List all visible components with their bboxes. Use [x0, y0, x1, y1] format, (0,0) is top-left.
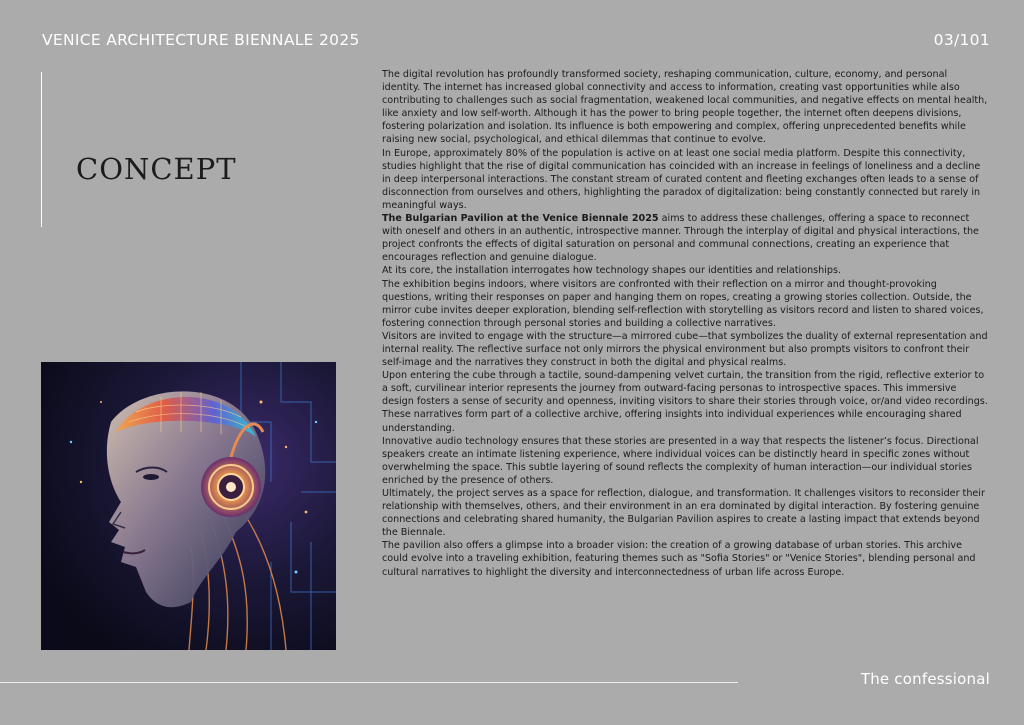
footer-label: The confessional — [860, 670, 990, 688]
paragraph: Upon entering the cube through a tactile, sound-dampening velvet curtain, the transition from the rigid, reflective exterior to a soft, curvilinear interior represents the journey from outward-facing personas to introspective spaces. This immersive design fosters a sense of security and openness, inviting visitors to share their stories through voice, or/and video recordings. These narratives form part of a collective archive, offering insights into individual experiences while encouraging shared understanding. — [382, 370, 988, 434]
paragraph — [382, 212, 988, 264]
footer-divider — [0, 682, 738, 683]
paragraph: Visitors are invited to engage with the structure—a mirrored cube—that symbolizes the duality of external representation and internal reality. The reflective surface not only mirrors the physical environment but also prompts visitors to confront their self-image and the narratives they construct in both the digital and physical realms. — [382, 330, 988, 369]
paragraph: At its core, the installation interrogates how technology shapes our identities and relationships. — [382, 265, 842, 277]
document-header-title: VENICE ARCHITECTURE BIENNALE 2025 — [42, 31, 360, 49]
paragraph: The digital revolution has profoundly transformed society, reshaping communication, culture, economy, and personal identity. The internet has increased global connectivity and access to information, creating vast opportunities while also contributing to challenges such as social fragmentation, weakened local communities, and negative effects on mental health, like anxiety and low self-worth. Although it has the power to bring people together, the internet often deepens divisions, fostering polarization and isolation. Its influence is both empowering and complex, offering unprecedented benefits while raising new social, psychological, and ethical dilemmas that continue to evolve. — [382, 69, 988, 146]
paragraph: In Europe, approximately 80% of the population is active on at least one social media platform. Despite this connectivity, studies highlight that the rise of digital communication has coincided with an increase in feelings of loneliness and a decline in deep interpersonal interactions. The constant stream of curated content and fleeting exchanges often leads to a sense of disconnection from ourselves and others, highlighting the paradox of digitalization: being constantly connected but rarely in meaningful ways. — [382, 147, 981, 211]
vertical-divider — [41, 72, 42, 227]
page-number: 03/101 — [933, 31, 990, 49]
concept-body-text — [382, 68, 988, 579]
paragraph: The pavilion also offers a glimpse into a broader vision: the creation of a growing database of urban stories. This archive could evolve into a traveling exhibition, featuring themes such as "Sofia Stories" or "Venice Stories", blending personal and cultural narratives to highlight the diversity and interconnectedness of urban life across Europe. — [382, 540, 976, 578]
paragraph-continuation: aims to address these challenges, offering a space to reconnect with oneself and others in an authentic, introspective manner. Through the interplay of digital and physical interactions, the project confronts the effects of digital saturation on personal and communal connections, creating an experience that encourages reflection and genuine dialogue. — [382, 213, 979, 264]
paragraph: Ultimately, the project serves as a space for reflection, dialogue, and transformation. It challenges visitors to reconsider their relationship with themselves, others, and their environment in an era dominated by digital interaction. By fostering genuine connections and celebrating shared humanity, the Bulgarian Pavilion aspires to create a lasting impact that extends beyond the Biennale. — [382, 488, 985, 539]
pavilion-name: The Bulgarian Pavilion at the Venice Biennale 2025 — [382, 213, 659, 225]
ai-head-illustration — [41, 362, 336, 650]
section-title: CONCEPT — [76, 152, 237, 187]
paragraph: The exhibition begins indoors, where visitors are confronted with their reflection on a mirror and thought-provoking questions, writing their responses on paper and hanging them on ropes, creating a growing stories collection. Outside, the mirror cube invites deeper exploration, blending self-reflection with storytelling as visitors record and listen to shared voices, fostering connection through personal stories and building a collective narratives. — [382, 278, 984, 329]
paragraph: Innovative audio technology ensures that these stories are presented in a way that respects the listener’s focus. Directional speakers create an intimate listening experience, where individual voices can be distinctly heard in specific zones without overwhelming the space. This subtle layering of sound reflects the complexity of human interaction—our individual stories enriched by the presence of others. — [382, 435, 979, 486]
